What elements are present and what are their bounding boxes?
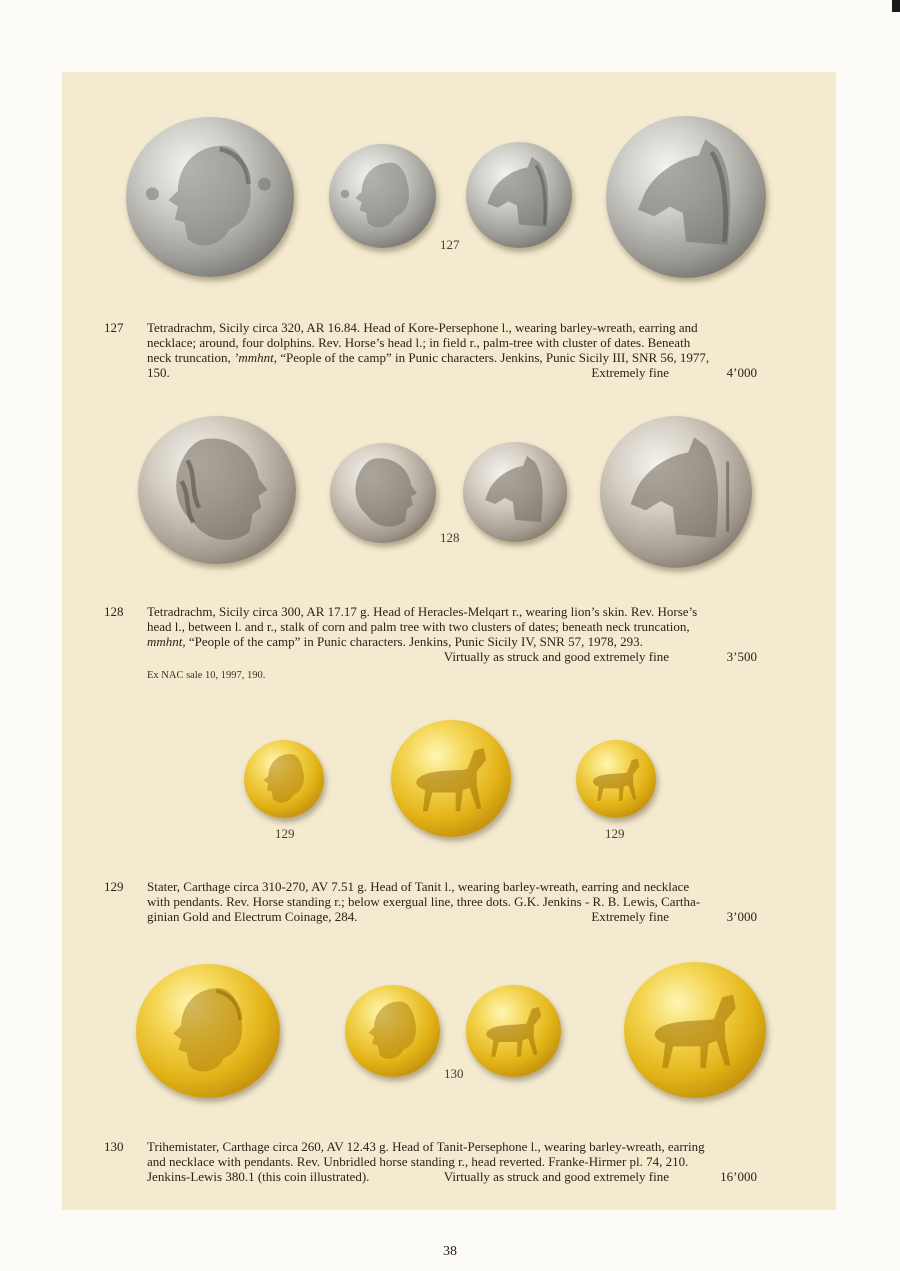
estimate-price: 16’000 [720, 1169, 757, 1184]
lot-127-description [104, 320, 764, 382]
heracles-head-right-icon [138, 416, 296, 564]
coin-127-obverse [329, 144, 436, 248]
lot-number: 128 [104, 604, 124, 619]
description-line: Tetradrachm, Sicily circa 320, AR 16.84. Head of Kore-Persephone l., wearing barley-wreath, earring and [147, 320, 698, 335]
description-line [147, 350, 757, 365]
lot-number: 129 [104, 879, 124, 894]
female-head-left-icon [136, 964, 280, 1098]
description-last-line [147, 1169, 757, 1184]
grade: Virtually as struck and good extremely fine [443, 1169, 669, 1184]
provenance-note: Ex NAC sale 10, 1997, 190. [147, 670, 266, 681]
lot-text [147, 879, 757, 924]
coin-129-reverse-enlarged [391, 720, 511, 837]
lot-text [147, 604, 757, 664]
coin-130-reverse-enlarged [624, 962, 766, 1098]
grade-price [444, 649, 757, 664]
plate-label-129-right: 129 [605, 826, 625, 841]
plate-label-128: 128 [440, 530, 460, 545]
horse-head-left-icon [606, 116, 766, 278]
horse-head-left-icon [600, 416, 752, 568]
description-line: Jenkins-Lewis 380.1 (this coin illustrated). [147, 1169, 370, 1184]
description-line: and necklace with pendants. Rev. Unbridled horse standing r., head reverted. Franke-Hirmer pl. 74, 210. [147, 1154, 689, 1169]
female-head-left-icon [329, 144, 436, 248]
description-line [147, 634, 757, 649]
grade-price [591, 909, 757, 924]
lot-number: 127 [104, 320, 124, 335]
description-line: Stater, Carthage circa 310-270, AV 7.51 g. Head of Tanit l., wearing barley-wreath, earring and necklace [147, 879, 690, 894]
estimate-price: 3’500 [726, 649, 757, 664]
lot-text [147, 320, 757, 380]
plate-label-127: 127 [440, 237, 460, 252]
grade: Extremely fine [591, 909, 669, 924]
punic-legend: ’mmhnt, [234, 350, 277, 365]
female-head-left-icon [345, 985, 440, 1077]
lot-text [147, 1139, 757, 1184]
coin-127-reverse [466, 142, 572, 248]
grade-price [444, 1169, 757, 1184]
description-line: with pendants. Rev. Horse standing r.; below exergual line, three dots. G.K. Jenkins - R. B. Lewis, Cartha- [147, 894, 701, 909]
lot-129-description [104, 879, 764, 927]
description-last-line [147, 649, 757, 664]
coin-127-obverse-enlarged [126, 117, 294, 277]
coin-128-reverse [463, 442, 567, 542]
lot-number: 130 [104, 1139, 124, 1154]
grade: Virtually as struck and good extremely fine [443, 649, 669, 664]
description-fragment: neck truncation, [147, 350, 234, 365]
coin-129-obverse [244, 740, 324, 818]
description-last-line [147, 365, 757, 380]
horse-standing-right-icon [576, 740, 656, 818]
description-line: Trihemistater, Carthage circa 260, AV 12.43 g. Head of Tanit-Persephone l., wearing barley-wreath, earring [147, 1139, 705, 1154]
female-head-left-icon [244, 740, 324, 818]
horse-standing-right-icon [624, 962, 766, 1098]
plate-label-129-left: 129 [275, 826, 295, 841]
coin-130-reverse [466, 985, 561, 1077]
page-number: 38 [443, 1244, 457, 1259]
estimate-price: 3’000 [726, 909, 757, 924]
horse-standing-right-icon [391, 720, 511, 837]
grade-price [591, 365, 757, 380]
coin-128-obverse-enlarged [138, 416, 296, 564]
heracles-head-right-icon [330, 443, 436, 543]
coin-128-reverse-enlarged [600, 416, 752, 568]
coin-128-obverse [330, 443, 436, 543]
lot-130-description [104, 1139, 764, 1187]
description-fragment: “People of the camp” in Punic characters. Jenkins, Punic Sicily III, SNR 56, 1977, [280, 350, 710, 365]
plate-label-130: 130 [444, 1066, 464, 1081]
description-line: Tetradrachm, Sicily circa 300, AR 17.17 g. Head of Heracles-Melqart r., wearing lion’s skin. Rev. Horse’s [147, 604, 698, 619]
page-edge-mark [892, 0, 900, 12]
description-line: ginian Gold and Electrum Coinage, 284. [147, 909, 358, 924]
description-fragment: “People of the camp” in Punic characters. Jenkins, Punic Sicily IV, SNR 57, 1978, 293. [188, 634, 643, 649]
description-last-line [147, 909, 757, 924]
punic-legend: mmhnt, [147, 634, 186, 649]
estimate-price: 4’000 [726, 365, 757, 380]
horse-standing-right-icon [466, 985, 561, 1077]
coin-129-reverse [576, 740, 656, 818]
description-line: necklace; around, four dolphins. Rev. Horse’s head l.; in field r., palm-tree with cluster of dates. Beneath [147, 335, 691, 350]
coin-130-obverse-enlarged [136, 964, 280, 1098]
horse-head-left-icon [466, 142, 572, 248]
female-head-left-icon [126, 117, 294, 277]
grade: Extremely fine [591, 365, 669, 380]
description-line: 150. [147, 365, 170, 380]
horse-head-left-icon [463, 442, 567, 542]
description-line: head l., between l. and r., stalk of corn and palm tree with two clusters of dates; beneath neck truncation, [147, 619, 690, 634]
lot-128-description [104, 604, 764, 666]
coin-127-reverse-enlarged [606, 116, 766, 278]
coin-130-obverse [345, 985, 440, 1077]
